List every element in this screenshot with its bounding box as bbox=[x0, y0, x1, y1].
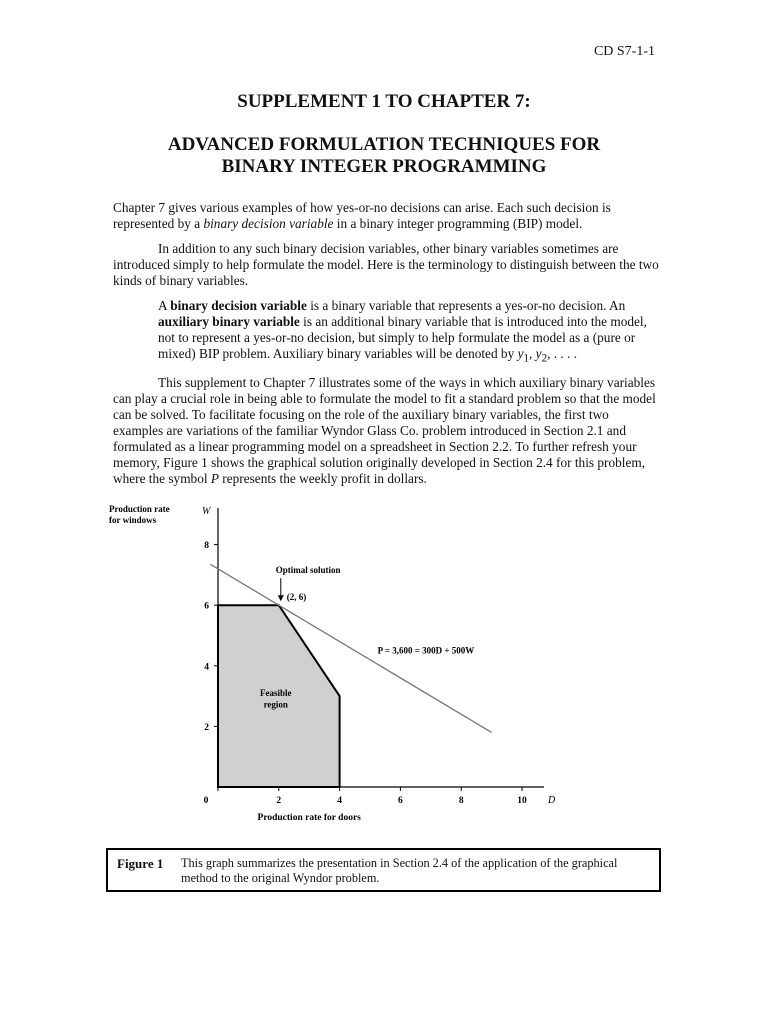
objective-line-label: P = 3,600 = 300D + 500W bbox=[377, 645, 475, 656]
paragraph-supplement-overview: This supplement to Chapter 7 illustrates some of the ways in which auxiliary binary variables can play a crucial role in being able to formulate the model to fit a standard problem so that the model can be solved. To facilitate focusing on the role of the auxiliary binary variables, the first two examples are variations of the familiar Wyndor Glass Co. problem introduced in Section 2.1 and formulated as a linear programming model on a spreadsheet in Section 2.2. To further refresh your memory, Figure 1 shows the graphical solution originally developed in Section 2.4 for this problem, where the symbol P represents the weekly profit in dollars. bbox=[113, 375, 656, 486]
chapter-title-line-2: BINARY INTEGER PROGRAMMING bbox=[221, 156, 547, 177]
y-tick-label: 8 bbox=[204, 541, 209, 552]
y-axis-symbol: W bbox=[202, 506, 211, 517]
x-tick-label: 0 bbox=[203, 796, 209, 806]
y-tick-label: 2 bbox=[204, 722, 209, 733]
x-tick-label: 6 bbox=[398, 796, 403, 806]
figure-caption bbox=[106, 848, 661, 892]
y-axis-label-line-2: for windows bbox=[109, 515, 157, 525]
chart bbox=[92, 500, 572, 830]
x-axis-label: Production rate for doors bbox=[257, 813, 361, 823]
y-tick-label: 4 bbox=[204, 662, 209, 673]
x-tick-label: 8 bbox=[458, 796, 464, 806]
paragraph-intro: Chapter 7 gives various examples of how yes-or-no decisions can arise. Each such decision is represented by a binary decision variable in a binary integer programming (BIP) model. bbox=[113, 200, 611, 231]
x-tick-label: 10 bbox=[517, 796, 527, 806]
y-tick-label: 6 bbox=[204, 601, 209, 612]
figure-graphical-solution bbox=[92, 500, 572, 830]
paragraph-definitions: A binary decision variable is a binary variable that represents a yes-or-no decision. An auxiliary binary variable is an additional binary variable that is introduced into the model, not to represent a yes-or-no decision, but simply to help formulate the model as a (pure or mixed) BIP problem. Auxiliary binary variables will be denoted by $y_1$, $y_2$, . . . . bbox=[158, 298, 647, 365]
optimal-point-label: (2, 6) bbox=[286, 592, 307, 603]
region-label-line-2: region bbox=[263, 699, 288, 710]
x-tick-label: 2 bbox=[276, 796, 282, 806]
x-tick-label: 4 bbox=[337, 796, 342, 806]
x-axis-symbol: D bbox=[548, 795, 556, 806]
paragraph-terminology: In addition to any such binary decision variables, other binary variables sometimes are introduced simply to help formulate the model. Here is the terminology to distinguish between the two kinds of binary variables. bbox=[113, 241, 659, 288]
optimal-solution-annotation: Optimal solution bbox=[275, 565, 341, 576]
term-binary-decision-variable-def: binary decision variable bbox=[170, 298, 307, 313]
supplement-title: SUPPLEMENT 1 TO CHAPTER 7: bbox=[237, 91, 531, 112]
caption-text: This graph summarizes the presentation in Section 2.4 of the application of the graphical method to the original Wyndor problem. bbox=[181, 856, 618, 885]
page-number: CD S7-1-1 bbox=[593, 44, 655, 59]
optimal-arrow-head bbox=[278, 595, 284, 601]
term-auxiliary-binary-variable: auxiliary binary variable bbox=[158, 314, 300, 329]
y-axis-label-line-1: Production rate bbox=[109, 504, 170, 514]
caption-label: Figure 1 bbox=[117, 856, 164, 871]
term-binary-decision-variable: binary decision variable bbox=[203, 216, 334, 231]
chapter-title-line-1: ADVANCED FORMULATION TECHNIQUES FOR bbox=[167, 134, 601, 155]
region-label-line-1: Feasible bbox=[260, 688, 292, 699]
